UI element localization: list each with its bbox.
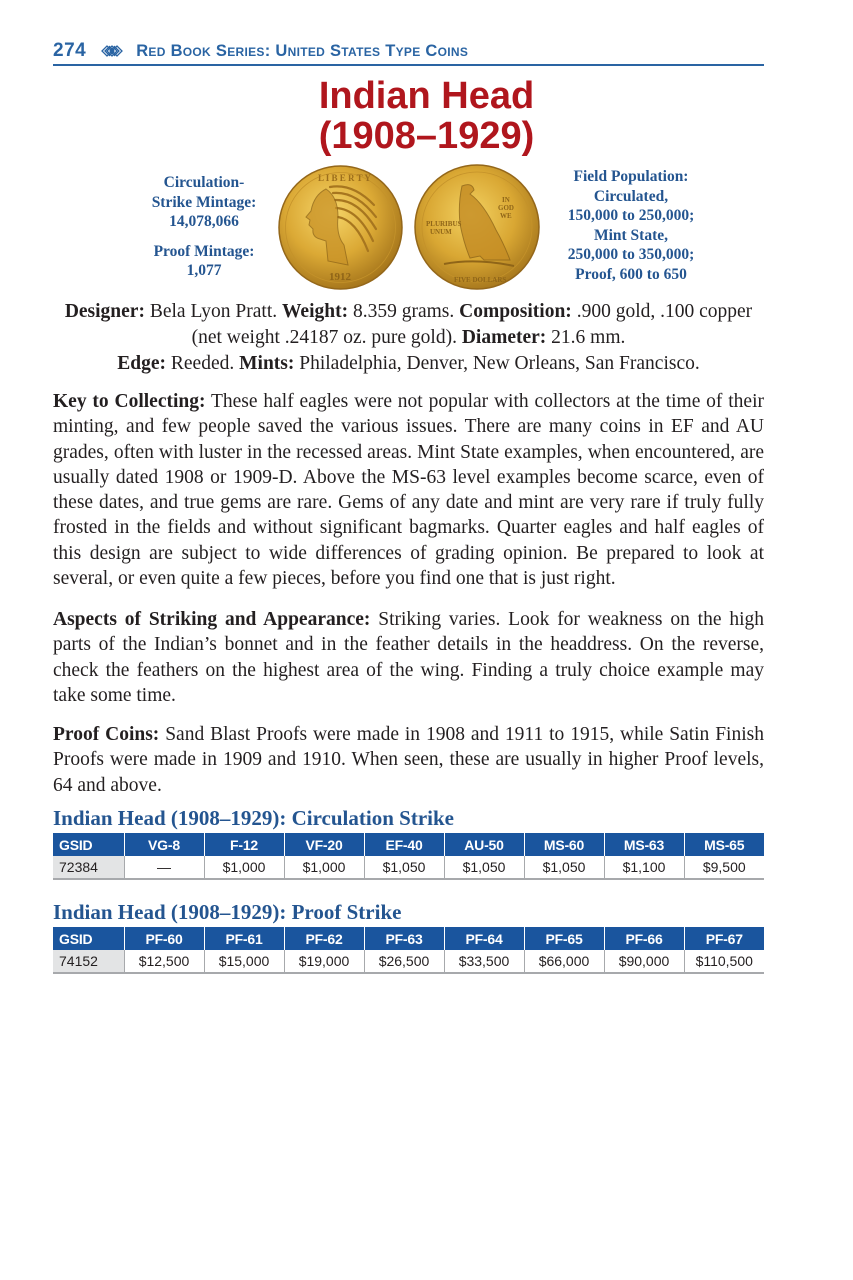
title-line-1: Indian Head: [318, 75, 535, 117]
price-cell: $1,050: [364, 856, 444, 879]
column-header: PF-60: [124, 927, 204, 950]
coin-reverse-image: [414, 164, 540, 290]
column-header: PF-63: [364, 927, 444, 950]
column-header: VG-8: [124, 833, 204, 856]
running-header: [53, 38, 764, 66]
price-cell: $1,000: [204, 856, 284, 879]
field-population-line-3: Mint State,: [593, 226, 669, 244]
price-cell: $110,500: [684, 950, 764, 973]
column-header: MS-65: [684, 833, 764, 856]
table-header-row: [53, 927, 764, 950]
table-header-row: [53, 833, 764, 856]
column-header: EF-40: [364, 833, 444, 856]
circulation-mintage-label: Circulation-: [163, 174, 245, 191]
price-cell: —: [124, 856, 204, 879]
mintage-info: [132, 173, 276, 281]
field-population-line-1: Circulated,: [593, 187, 669, 205]
composition-value: .900 gold, .100 copper (net weight .24187 oz. pure gold).: [191, 301, 753, 348]
price-cell: $1,050: [444, 856, 524, 879]
column-header: GSID: [53, 833, 124, 856]
edge-value: Reeded.: [166, 353, 240, 374]
column-header: AU-50: [444, 833, 524, 856]
svg-text:PLURIBUS: PLURIBUS: [426, 220, 462, 228]
circulation-strike-table-title: Indian Head (1908–1929): Circulation Strike: [53, 806, 454, 830]
column-header: PF-66: [604, 927, 684, 950]
field-population-info: [548, 167, 714, 284]
diameter-label: Diameter:: [461, 327, 547, 348]
edge-label: Edge:: [117, 353, 167, 374]
column-header: MS-63: [604, 833, 684, 856]
series-title: Red Book Series: United States Type Coins: [136, 41, 469, 60]
svg-text:WE: WE: [500, 212, 512, 220]
svg-text:FIVE DOLLARS: FIVE DOLLARS: [454, 276, 507, 284]
svg-text:1912: 1912: [329, 271, 351, 283]
price-cell: $90,000: [604, 950, 684, 973]
column-header: PF-62: [284, 927, 364, 950]
proof-strike-table-title: Indian Head (1908–1929): Proof Strike: [53, 900, 402, 924]
key-to-collecting-text: These half eagles were not popular with collectors at the time of their minting, and few people saved the various issues. There are many coins in EF and AU grades, often with luster in the recessed areas. Mint State examples, when encountered, are usually dated 1908 or 1909-D. Above the MS-63 level examples become scarce, even of these dates, and true gems are rare. Gems of any date and mint are very rare if truly fully frosted in the fields and without significant bagmarks. Quarter eagles and half eagles of this design are subject to wide differences of grading opinion. Be prepared to look at several, or even quite a few pieces, before you find one that is just right.: [53, 391, 765, 590]
weight-label: Weight:: [282, 301, 349, 322]
svg-text:UNUM: UNUM: [430, 228, 452, 236]
price-cell: $33,500: [444, 950, 524, 973]
column-header: PF-65: [524, 927, 604, 950]
column-header: F-12: [204, 833, 284, 856]
proof-coins-label: Proof Coins:: [53, 724, 160, 745]
weight-value: 8.359 grams.: [348, 301, 460, 322]
designer-label: Designer:: [64, 301, 145, 322]
key-to-collecting-label: Key to Collecting:: [53, 391, 206, 412]
composition-label: Composition:: [459, 301, 572, 322]
striking-appearance-paragraph: [53, 607, 764, 708]
column-header: GSID: [53, 927, 124, 950]
field-population-line-2: 150,000 to 250,000;: [567, 207, 695, 224]
price-cell: $1,000: [284, 856, 364, 879]
proof-strike-price-table: [53, 927, 764, 974]
table-row: [53, 950, 764, 973]
column-header: PF-64: [444, 927, 524, 950]
coin-obverse-image: [278, 165, 403, 290]
circulation-mintage-value: 14,078,066: [169, 213, 239, 230]
price-cell: $9,500: [684, 856, 764, 879]
price-cell: $1,100: [604, 856, 684, 879]
column-header: MS-60: [524, 833, 604, 856]
gsid-cell: 74152: [53, 950, 124, 973]
circulation-strike-price-table: [53, 833, 764, 880]
diameter-value: 21.6 mm.: [546, 327, 626, 348]
svg-text:IN: IN: [502, 196, 510, 204]
price-cell: $26,500: [364, 950, 444, 973]
ornament-icon: [100, 43, 124, 59]
price-cell: $19,000: [284, 950, 364, 973]
field-population-line-4: 250,000 to 350,000;: [567, 246, 695, 263]
column-header: PF-67: [684, 927, 764, 950]
circulation-mintage-label-2: Strike Mintage:: [151, 193, 257, 211]
proof-mintage-label: Proof Mintage:: [153, 242, 255, 260]
field-population-line-5: Proof, 600 to 650: [575, 265, 687, 283]
designer-value: Bela Lyon Pratt.: [144, 301, 282, 322]
proof-coins-text: Sand Blast Proofs were made in 1908 and 1911 to 1915, while Satin Finish Proofs were made in 1909 and 1910. When seen, these are usually in higher Proof levels, 64 and above.: [53, 724, 764, 796]
mints-label: Mints:: [239, 353, 295, 374]
striking-appearance-text: Striking varies. Look for weakness on the high parts of the Indian’s bonnet and in the feather details in the headdress. On the reverse, check the feathers on the highest area of the wing. Finding a truly choice example may take some time.: [53, 609, 764, 706]
proof-mintage-value: 1,077: [186, 262, 222, 279]
column-header: PF-61: [204, 927, 284, 950]
column-header: VF-20: [284, 833, 364, 856]
page-title: [0, 76, 853, 156]
coin-specifications: [53, 299, 764, 377]
mints-value: Philadelphia, Denver, New Orleans, San Francisco.: [294, 353, 700, 374]
price-cell: $15,000: [204, 950, 284, 973]
svg-text:L I B E R T Y: L I B E R T Y: [318, 173, 371, 183]
proof-coins-paragraph: [53, 722, 764, 798]
field-population-label: Field Population:: [573, 168, 689, 185]
striking-appearance-label: Aspects of Striking and Appearance:: [53, 609, 371, 630]
table-row: [53, 856, 764, 879]
key-to-collecting-paragraph: [53, 389, 764, 591]
title-line-2: (1908–1929): [318, 115, 535, 157]
price-cell: $66,000: [524, 950, 604, 973]
price-cell: $12,500: [124, 950, 204, 973]
page-number: 274: [53, 40, 87, 61]
svg-text:GOD: GOD: [498, 204, 514, 212]
gsid-cell: 72384: [53, 856, 124, 879]
price-cell: $1,050: [524, 856, 604, 879]
